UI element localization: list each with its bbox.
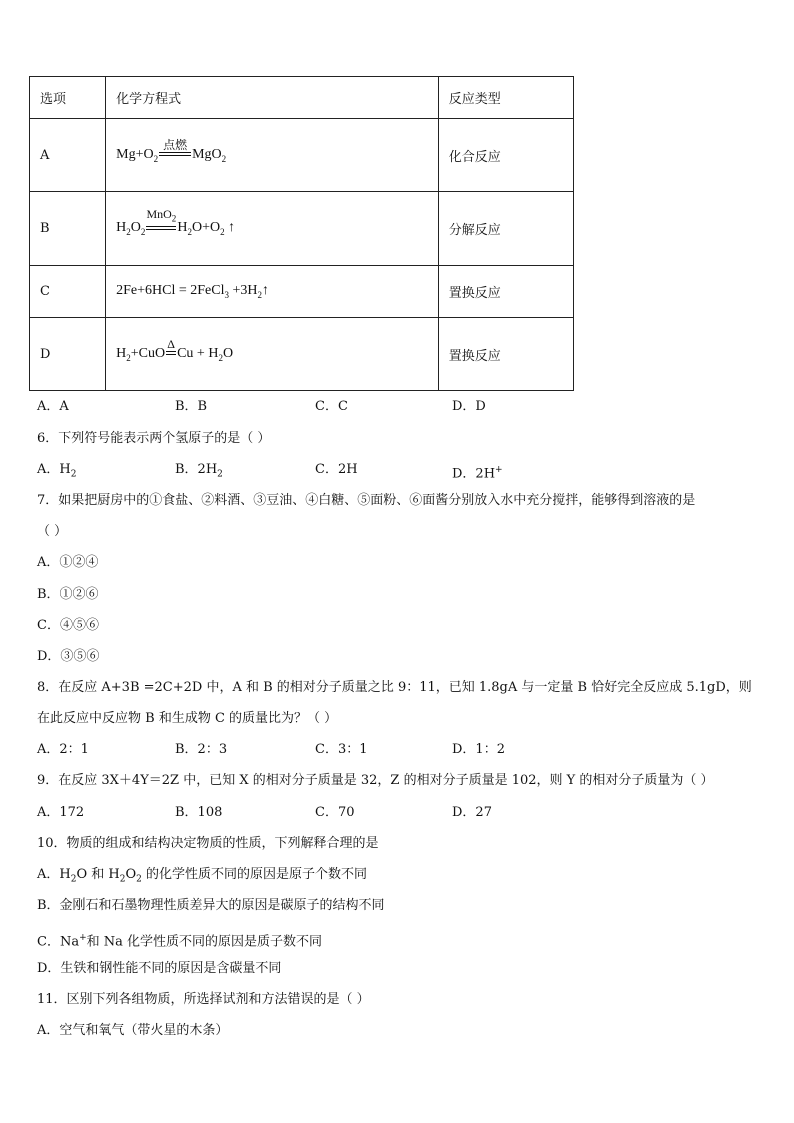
q5-option-d: D．D (452, 399, 486, 414)
row-type: 化合反应 (438, 119, 573, 192)
q7-option-a: A．①②④ (37, 555, 99, 570)
q9-stem: 9．在反应 3X＋4Y＝2Z 中，已知 X 的相对分子质量是 32，Z 的相对分子质量是 102，则 Y 的相对分子质量为（ ） (37, 773, 714, 788)
q11-stem: 11．区别下列各组物质，所选择试剂和方法错误的是（ ） (37, 992, 370, 1007)
q10-option-c: C．Na+和 Na 化学性质不同的原因是质子数不同 (37, 933, 323, 950)
q9-option-d: D．27 (452, 805, 492, 820)
q9-option-b: B．108 (175, 805, 223, 820)
header-equation: 化学方程式 (106, 77, 439, 119)
table-row (30, 192, 574, 266)
header-option: 选项 (30, 77, 106, 119)
row-equation: $Mg+O_2$ 点燃 MgO$_2$ (106, 119, 439, 192)
q7-stem: 7．如果把厨房中的①食盐、②料酒、③豆油、④白糖、⑤面粉、⑥面酱分别放入水中充分搅拌，能够得到溶液的是 (37, 493, 696, 508)
q9-option-c: C．70 (315, 805, 355, 820)
q10-stem: 10．物质的组成和结构决定物质的性质，下列解释合理的是 (37, 836, 379, 851)
row-letter: B (30, 192, 106, 266)
q7-option-b: B．①②⑥ (37, 587, 99, 602)
q7-option-d: D．③⑤⑥ (37, 649, 100, 664)
q9-option-a: A．172 (37, 805, 85, 820)
q8-stem-line1: 8．在反应 A+3B =2C+2D 中，A 和 B 的相对分子质量之比 9：11，已知 1.8gA 与一定量 B 恰好完全反应成 5.1gD，则 (37, 680, 752, 695)
q8-stem-line2: 在此反应中反应物 B 和生成物 C 的质量比为？（ ） (37, 711, 338, 726)
row-type: 置换反应 (438, 318, 573, 391)
row-type: 分解反应 (438, 192, 573, 266)
q6-option-b: B．$2H_2$ (175, 462, 223, 480)
q5-option-c: C．C (315, 399, 348, 414)
q11-option-a: A．空气和氧气（带火星的木条） (37, 1023, 229, 1038)
q8-option-c: C．3：1 (315, 742, 368, 757)
q8-option-b: B．2：3 (175, 742, 228, 757)
q5-option-b: B．B (175, 399, 208, 414)
q6-option-c: C．2H (315, 462, 358, 477)
row-letter: D (30, 318, 106, 391)
row-equation: $H_2+CuO$ Δ $Cu + H_2O$ (106, 318, 439, 391)
table-row (30, 119, 574, 192)
q7-paren: （ ） (37, 524, 68, 539)
reaction-table (29, 76, 574, 391)
q7-option-c: C．④⑤⑥ (37, 618, 99, 633)
q10-option-d: D．生铁和钢性能不同的原因是含碳量不同 (37, 961, 282, 976)
q10-option-a: A．$H_2O$ 和 $H_2O_2$ 的化学性质不同的原因是原子个数不同 (37, 867, 368, 885)
row-letter: A (30, 119, 106, 192)
q8-option-d: D．1：2 (452, 742, 505, 757)
row-equation: $H_2O_2$ MnO$_2$ $H_2O+O_2$ ↑ (106, 192, 439, 266)
table-row (30, 318, 574, 391)
q8-option-a: A．2：1 (37, 742, 89, 757)
q6-stem: 6．下列符号能表示两个氢原子的是（ ） (37, 431, 271, 446)
row-letter: C (30, 266, 106, 318)
row-equation: 2Fe+6HCl = 2FeCl$_3$ $+3H_2↑$ (106, 266, 439, 318)
table-row (30, 266, 574, 318)
header-type: 反应类型 (438, 77, 573, 119)
q6-option-d: D．2H+ (452, 465, 503, 482)
q5-option-a: A．A (37, 399, 69, 414)
row-type: 置换反应 (438, 266, 573, 318)
q10-option-b: B．金刚石和石墨物理性质差异大的原因是碳原子的结构不同 (37, 898, 385, 913)
q6-option-a: A．$H_2$ (37, 462, 77, 480)
